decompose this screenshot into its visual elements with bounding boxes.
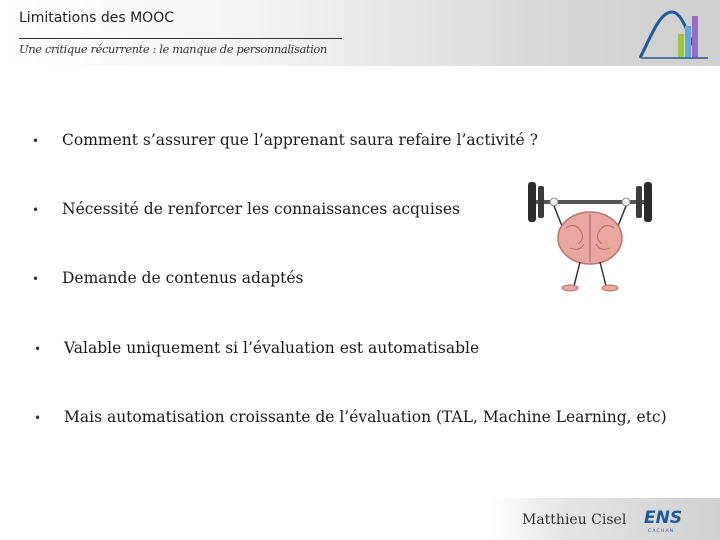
brain-lifting-barbell-icon: [520, 176, 660, 294]
ens-cachan-logo-icon: [642, 505, 690, 535]
slide-subtitle: Une critique récurrente : le manque de personnalisation: [19, 42, 327, 56]
bullet-text: Comment s’assurer que l’apprenant saura refaire l’activité ?: [62, 131, 538, 149]
bullet-text: Mais automatisation croissante de l’évaluation (TAL, Machine Learning, etc): [64, 408, 667, 426]
slide-header: [0, 0, 720, 66]
title-underline: [19, 38, 342, 39]
bullet-marker: •: [34, 342, 42, 356]
logo-wordmark: ENS: [644, 508, 683, 528]
bullet-marker: •: [34, 411, 42, 425]
bullet-marker: •: [32, 203, 40, 217]
bullet-text: Nécessité de renforcer les connaissances acquises: [62, 200, 460, 218]
bullet-item-4: [34, 339, 479, 357]
logo-subtext: CACHAN: [648, 529, 675, 534]
bullet-item-1: [32, 131, 538, 149]
bullet-marker: •: [32, 134, 40, 148]
bullet-item-2: [32, 200, 460, 218]
bullet-text: Valable uniquement si l’évaluation est automatisable: [64, 339, 480, 357]
author-name: Matthieu Cisel: [522, 512, 627, 528]
bullet-item-5: [34, 408, 667, 426]
bullet-text: Demande de contenus adaptés: [62, 269, 304, 287]
bar-chart-curve-logo-icon: [638, 4, 710, 60]
slide-title: Limitations des MOOC: [19, 10, 174, 26]
bullet-marker: •: [32, 272, 40, 286]
bullet-item-3: [32, 269, 304, 287]
